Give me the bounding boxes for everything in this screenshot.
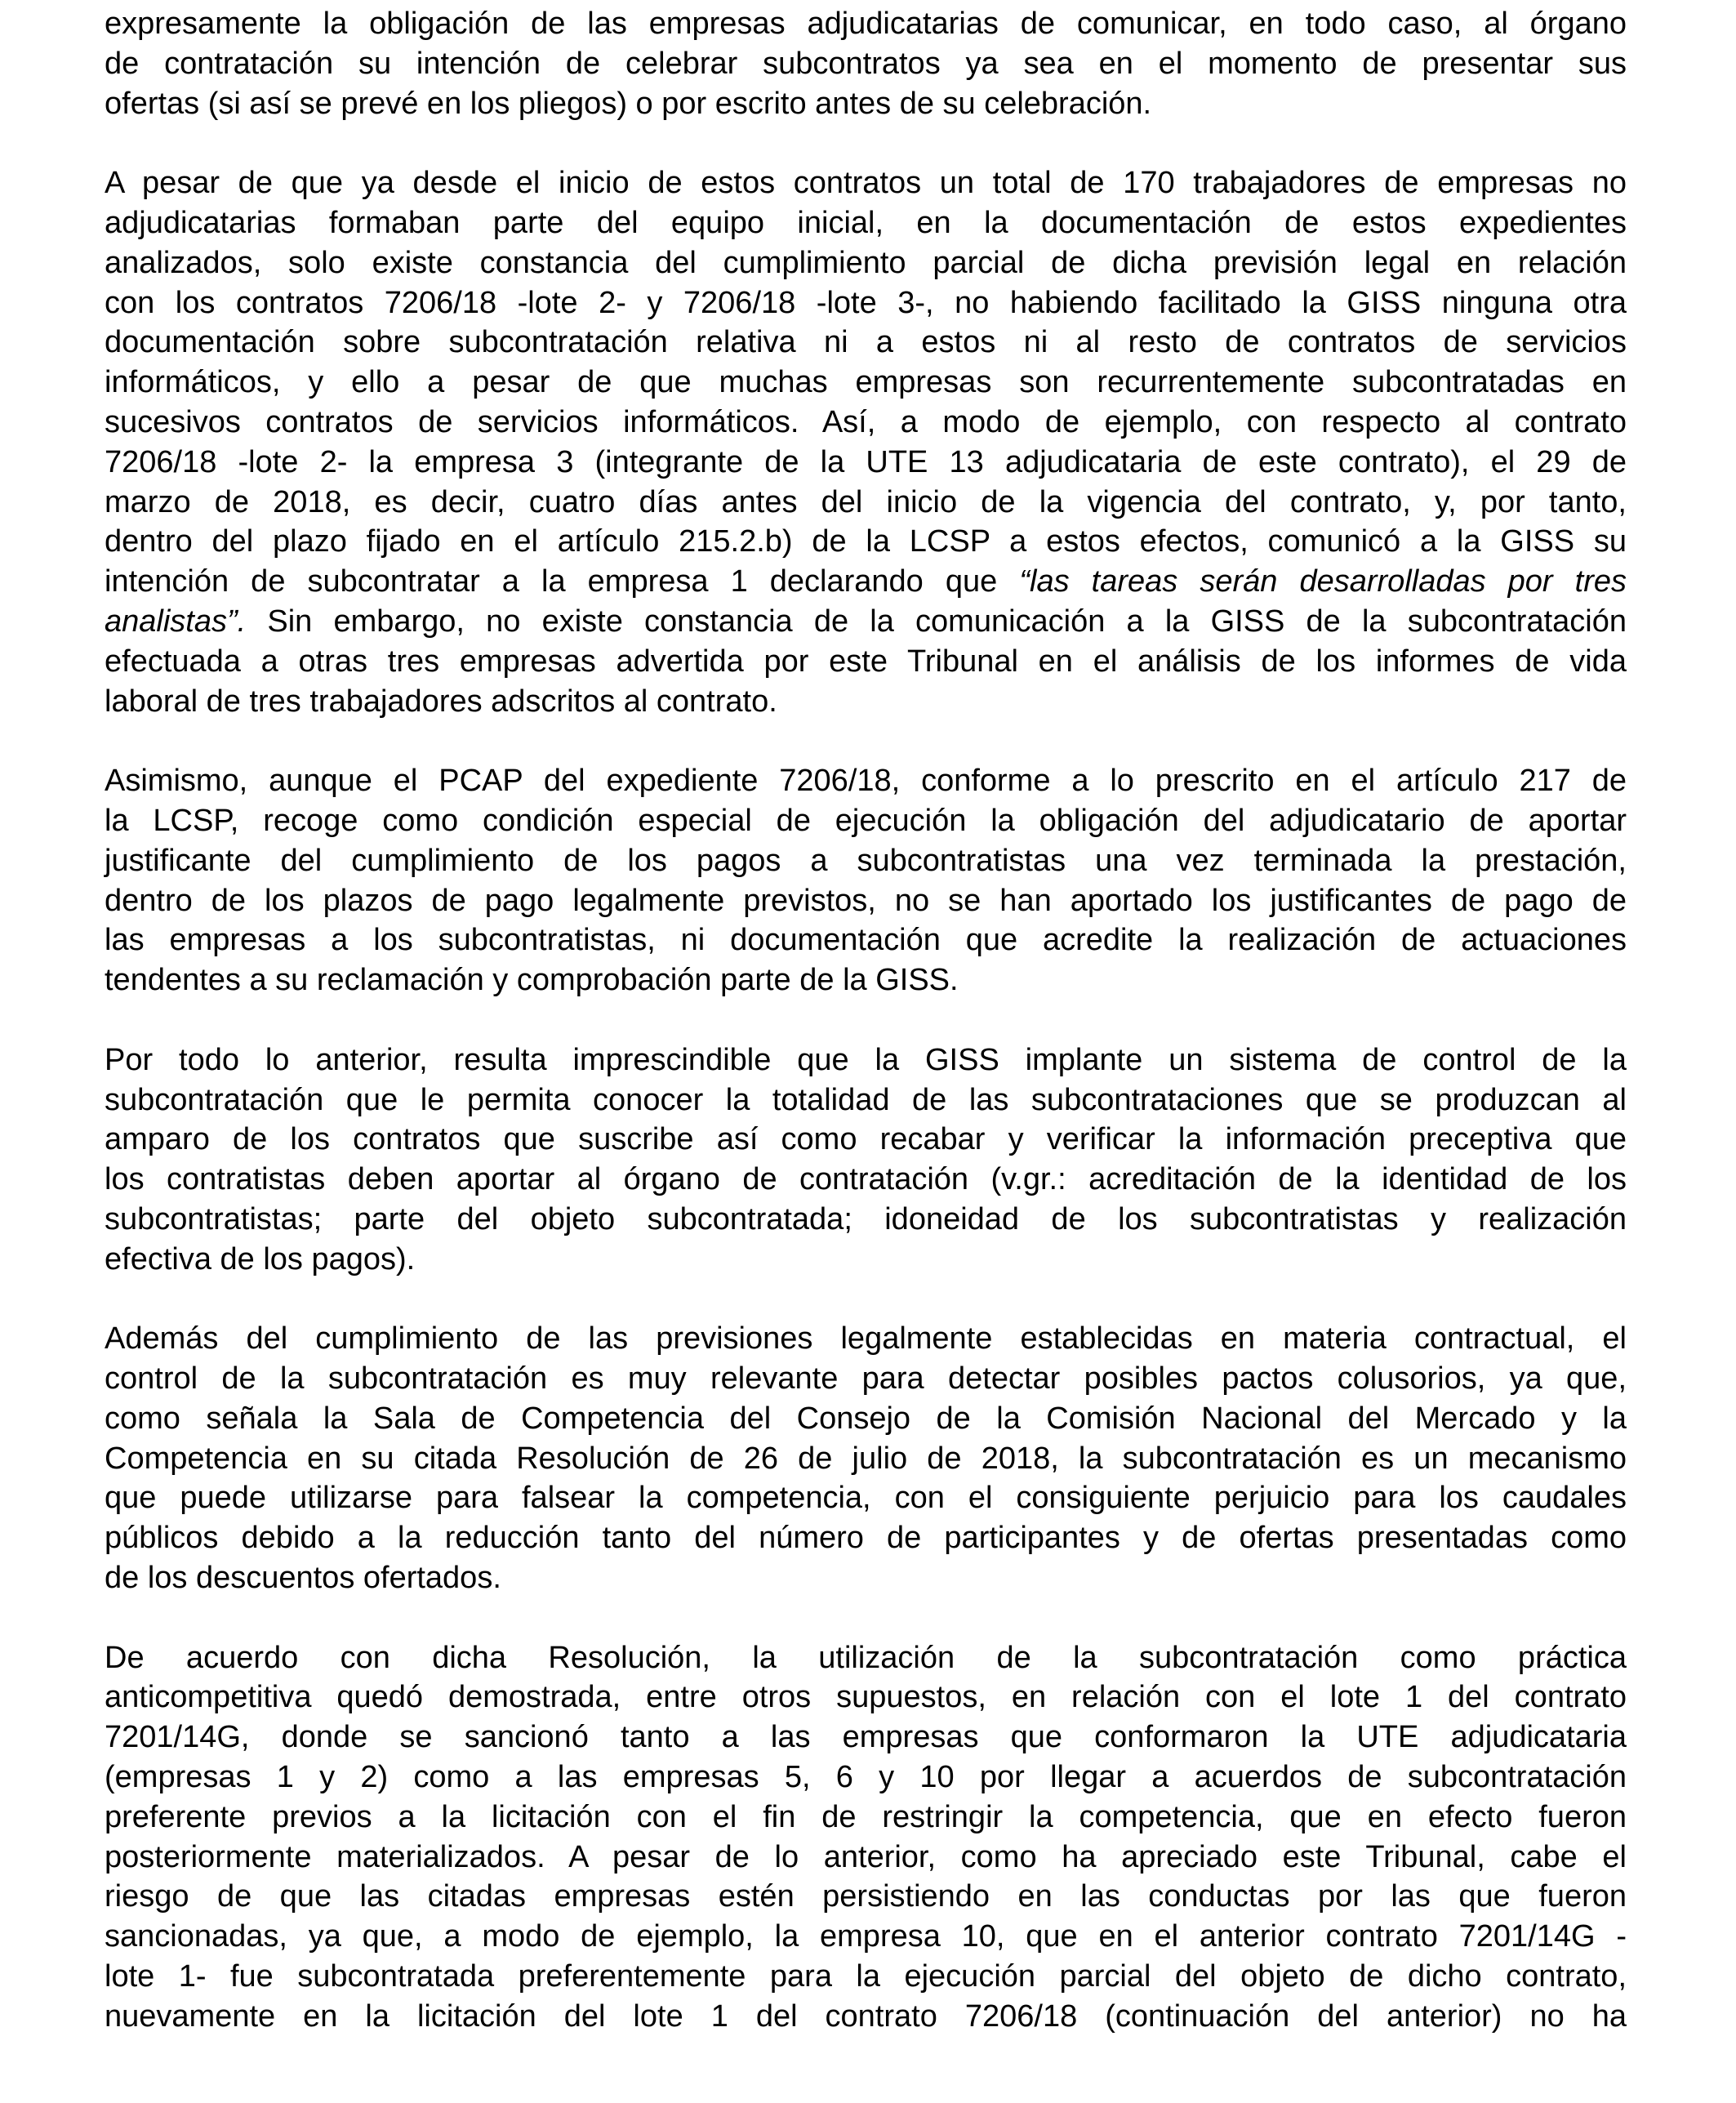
text-segment: ofertas (si así se prevé en los pliegos) o por escrito antes de su celebración. [105,86,1152,121]
text-segment: los contratistas deben aportar al órgano de contratación (v.gr.: acreditación de la identidad de los [105,1162,1627,1197]
text-segment: 7206/18 -lote 2- la empresa 3 (integrante de la UTE 13 adjudicataria de este contrato), el 29 de [105,444,1627,479]
text-segment: sancionadas, ya que, a modo de ejemplo, la empresa 10, que en el anterior contrato 7201/14G - [105,1919,1627,1954]
paragraph [105,4,1627,123]
text-segment: amparo de los contratos que suscribe así como recabar y verificar la información preceptiva que [105,1122,1627,1157]
text-segment: efectuada a otras tres empresas advertida por este Tribunal en el análisis de los informes de vida [105,644,1627,679]
text-segment: dentro de los plazos de pago legalmente previstos, no se han aportado los justificantes de pago de [105,883,1627,918]
text-line [105,403,1627,443]
text-line [105,801,1627,841]
text-line [105,1359,1627,1399]
text-line [105,44,1627,84]
text-line [105,881,1627,921]
text-segment: A pesar de que ya desde el inicio de estos contratos un total de 170 trabajadores de empresas no [105,166,1627,201]
text-segment: subcontratistas; parte del objeto subcontratada; idoneidad de los subcontratistas y realización [105,1201,1627,1236]
text-segment: posteriormente materializados. A pesar de lo anterior, como ha apreciado este Tribunal, cabe el [105,1839,1627,1874]
text-segment: tendentes a su reclamación y comprobación parte de la GISS. [105,963,959,998]
text-line [105,1080,1627,1121]
text-line [105,1877,1627,1917]
text-segment: la LCSP, recoge como condición especial de ejecución la obligación del adjudicatario de aportar [105,803,1627,838]
paragraph [105,1638,1627,2037]
text-segment: justificante del cumplimiento de los pagos a subcontratistas una vez terminada la prestación, [105,843,1627,878]
text-line [105,84,1627,124]
text-segment: Por todo lo anterior, resulta imprescindible que la GISS implante un sistema de control de la [105,1042,1627,1077]
text-line [105,483,1627,523]
text-line [105,1997,1627,2037]
text-segment: efectiva de los pagos). [105,1241,416,1277]
text-line [105,203,1627,243]
text-line [105,562,1627,602]
paragraph [105,761,1627,1000]
text-line [105,1478,1627,1518]
text-line [105,1319,1627,1359]
text-segment: 7201/14G, donde se sancionó tanto a las empresas que conformaron la UTE adjudicataria [105,1720,1627,1755]
text-line [105,1638,1627,1678]
document-page [105,4,1627,2076]
text-line [105,960,1627,1000]
text-segment: Sin embargo, no existe constancia de la comunicación a la GISS de la subcontratación [246,604,1627,639]
text-segment: Asimismo, aunque el PCAP del expediente 7206/18, conforme a lo prescrito en el artículo 217 de [105,764,1627,799]
text-segment: informáticos, y ello a pesar de que muchas empresas son recurrentemente subcontratadas en [105,365,1627,400]
text-segment: las empresas a los subcontratistas, ni documentación que acredite la realización de actuaciones [105,923,1627,958]
text-line [105,761,1627,801]
text-line [105,1240,1627,1280]
text-segment: Además del cumplimiento de las previsiones legalmente establecidas en materia contractual, el [105,1321,1627,1357]
text-segment: preferente previos a la licitación con el fin de restringir la competencia, que en efecto fueron [105,1799,1627,1834]
paragraph [105,1319,1627,1598]
text-line [105,602,1627,642]
text-line [105,1518,1627,1558]
text-segment: de los descuentos ofertados. [105,1561,501,1596]
text-segment: públicos debido a la reducción tanto del número de participantes y de ofertas presentadas como [105,1521,1627,1556]
text-segment: intención de subcontratar a la empresa 1 declarando que [105,564,1020,599]
text-line [105,1917,1627,1957]
text-segment: laboral de tres trabajadores adscritos al contrato. [105,684,777,719]
text-segment: analizados, solo existe constancia del cumplimiento parcial de dicha previsión legal en relación [105,245,1627,280]
text-segment: dentro del plazo fijado en el artículo 215.2.b) de la LCSP a estos efectos, comunicó a la GISS su [105,524,1627,559]
text-segment: anticompetitiva quedó demostrada, entre otros supuestos, en relación con el lote 1 del contrato [105,1680,1627,1715]
paragraph [105,1040,1627,1280]
text-line [105,4,1627,44]
text-segment: como señala la Sala de Competencia del Consejo de la Comisión Nacional del Mercado y la [105,1401,1627,1436]
text-line [105,243,1627,283]
text-line [105,841,1627,881]
text-line [105,1838,1627,1878]
text-line [105,163,1627,203]
text-line [105,1798,1627,1838]
text-line [105,363,1627,403]
text-line [105,1677,1627,1718]
text-segment: documentación sobre subcontratación relativa ni a estos ni al resto de contratos de servicios [105,325,1627,360]
text-segment: expresamente la obligación de las empresas adjudicatarias de comunicar, en todo caso, al órgano [105,7,1627,41]
text-line [105,1758,1627,1798]
text-segment: Competencia en su citada Resolución de 26 de julio de 2018, la subcontratación es un mecanismo [105,1441,1627,1476]
text-line [105,1160,1627,1200]
text-segment: adjudicatarias formaban parte del equipo inicial, en la documentación de estos expedientes [105,205,1627,240]
text-line [105,682,1627,722]
text-line [105,1120,1627,1160]
text-line [105,323,1627,363]
text-line [105,522,1627,562]
text-line [105,1040,1627,1080]
text-segment: subcontratación que le permita conocer la totalidad de las subcontrataciones que se produzcan al [105,1082,1627,1117]
text-line [105,1399,1627,1439]
text-segment: con los contratos 7206/18 -lote 2- y 7206/18 -lote 3-, no habiendo facilitado la GISS ninguna otra [105,285,1627,320]
italic-quote: “las tareas serán desarrolladas por tres [1019,564,1627,599]
text-segment: sucesivos contratos de servicios informáticos. Así, a modo de ejemplo, con respecto al contrato [105,404,1627,439]
text-line [105,1439,1627,1479]
text-segment: riesgo de que las citadas empresas estén persistiendo en las conductas por las que fueron [105,1879,1627,1914]
text-line [105,1200,1627,1240]
text-line [105,1718,1627,1758]
text-line [105,642,1627,682]
text-line [105,1558,1627,1598]
text-segment: lote 1- fue subcontratada preferentemente para la ejecución parcial del objeto de dicho contrato, [105,1959,1627,1994]
text-line [105,283,1627,323]
text-segment: de contratación su intención de celebrar subcontratos ya sea en el momento de presentar sus [105,46,1627,81]
text-line [105,1957,1627,1997]
text-segment: nuevamente en la licitación del lote 1 del contrato 7206/18 (continuación del anterior) no ha [105,1998,1627,2034]
italic-quote: analistas”. [105,604,247,639]
text-line [105,443,1627,483]
text-line [105,920,1627,960]
paragraph [105,163,1627,721]
text-segment: marzo de 2018, es decir, cuatro días antes del inicio de la vigencia del contrato, y, por tanto, [105,484,1627,519]
text-segment: De acuerdo con dicha Resolución, la utilización de la subcontratación como práctica [105,1640,1627,1675]
text-segment: (empresas 1 y 2) como a las empresas 5, 6 y 10 por llegar a acuerdos de subcontratación [105,1760,1627,1795]
text-segment: que puede utilizarse para falsear la competencia, con el consiguiente perjuicio para los caudales [105,1481,1627,1516]
text-segment: control de la subcontratación es muy relevante para detectar posibles pactos colusorios, ya que, [105,1361,1627,1397]
